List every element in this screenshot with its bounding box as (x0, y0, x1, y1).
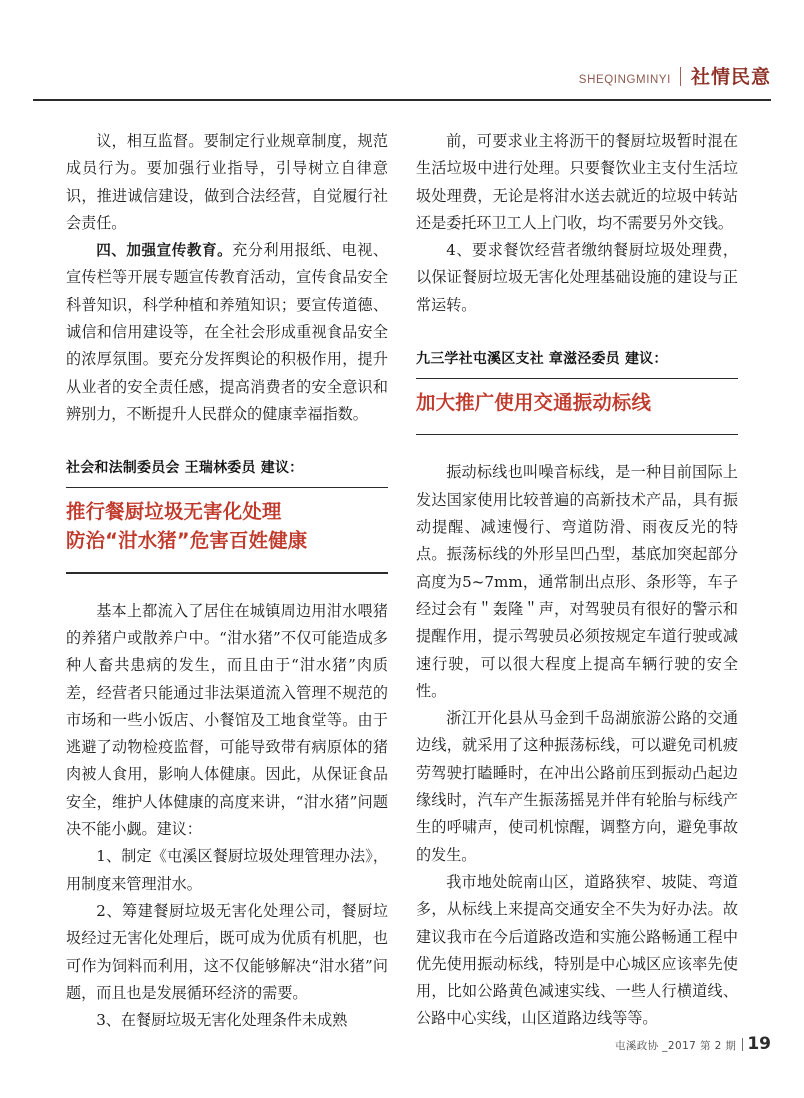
right-column (416, 128, 738, 1033)
paragraph-four-lead: 四、加强宣传教育。 (96, 242, 233, 260)
section-title-line-2: 防治“泔水猪”危害百姓健康 (66, 529, 308, 553)
running-head-latin: SHEQINGMINYI (578, 74, 671, 86)
section-paragraph: 1、制定《屯溪区餐厨垃圾处理管理办法》，用制度来管理泔水。 (66, 847, 388, 893)
section-paragraph: 基本上都流入了居住在城镇周边用泔水喂猪的养猪户或散养户中。“泔水猪”不仅可能造成多种人畜共患病的发生，而且由于“泔水猪”肉质差，经营者只能通过非法渠道流入管理不规范的市场和一些小饭店、小餐馆及工地食堂等。由于逃避了动物检疫监督，可能导致带有病原体的猪肉被人食用，影响人体健康。因此，从保证食品安全，维护人体健康的高度来讲，“泔水猪”问题决不能小觑。建议： (66, 601, 388, 839)
running-head-divider (680, 67, 681, 86)
section-byline: 九三学社屯溪区支社 章滋泾委员 建议： (416, 351, 668, 368)
section-paragraph: 3、在餐厨垃圾无害化处理条件未成熟 (96, 1011, 348, 1030)
page-footer (615, 1034, 771, 1054)
section-paragraph: 振动标线也叫噪音标线，是一种目前国际上发达国家使用比较普遍的高新技术产品，具有振动提醒、减速慢行、弯道防滑、雨夜反光的特点。振荡标线的外形呈凹凸型，基底加突起部分高度为5~7mm，通常制出点形、条形等，车子经过会有＂轰隆＂声，对驾驶员有很好的警示和提醒作用，提示驾驶员必须按规定车道行驶或减速行驶，可以很大程度上提高车辆行驶的安全性。 (416, 463, 738, 700)
section-rule-bottom (416, 434, 738, 435)
running-head (33, 62, 771, 89)
footer-source: 屯溪政协 _2017 第 2 期 (614, 1040, 737, 1052)
section-body (416, 459, 738, 1032)
section-title-line-1: 加大推广使用交通振动标线 (416, 391, 652, 415)
section-title-line-1: 推行餐厨垃圾无害化处理 (66, 500, 282, 524)
section-paragraph: 浙江开化县从马金到千岛湖旅游公路的交通边线，就采用了这种振荡标线，可以避免司机疲劳驾驶打瞌睡时，在冲出公路前压到振动凸起边缘线时，汽车产生振荡摇晃并伴有轮胎与标线产生的呼啸声，使司机惊醒，调整方向，避免事故的发生。 (416, 709, 738, 864)
running-head-rule (33, 99, 771, 101)
right-item-four: 4、要求餐饮经营者缴纳餐厨垃圾处理费，以保证餐厨垃圾无害化处理基础设施的建设与正常运转。 (416, 241, 738, 314)
footer-page-number: 19 (747, 1034, 771, 1054)
left-continued-paragraph: 议，相互监督。要制定行业规章制度，规范成员行为。要加强行业指导，引导树立自律意识，推进诚信建设，做到合法经营，自觉履行社会责任。 (66, 132, 388, 232)
footer-divider (742, 1038, 743, 1051)
section-byline: 社会和法制委员会 王瑞林委员 建议： (66, 460, 304, 477)
column-container (0, 128, 804, 1030)
section-title (416, 379, 738, 425)
section-body (66, 598, 388, 1035)
left-paragraph-four (66, 237, 388, 428)
section-title (66, 488, 388, 563)
section-vibration-marking (416, 349, 738, 1033)
section-paragraph: 2、筹建餐厨垃圾无害化处理公司，餐厨垃圾经过无害化处理后，既可成为优质有机肥，也可作为饲料而利用，这不仅能够解决“泔水猪”问题，而且也是发展循环经济的需要。 (66, 901, 388, 1002)
left-column (66, 128, 388, 1034)
paragraph-four-rest: 充分利用报纸、电视、宣传栏等开展专题宣传教育活动，宣传食品安全科普知识，科学种植和养殖知识；要宣传道德、诚信和信用建设等，在全社会形成重视食品安全的浓厚氛围。要充分发挥舆论的积极作用，提升从业者的安全责任感，提高消费者的安全意识和辨别力，不断提升人民群众的健康幸福指数。 (66, 241, 388, 423)
section-rule-bottom (66, 572, 388, 573)
running-head-chinese: 社情民意 (690, 66, 771, 88)
section-food-waste (66, 458, 388, 1034)
section-paragraph: 我市地处皖南山区，道路狭窄、坡陡、弯道多，从标线上来提高交通安全不失为好办法。故建议我市在今后道路改造和实施公路畅通工程中优先使用振动标线，特别是中心城区应该率先使用，比如公路黄色减速实线、一些人行横道线、公路中心实线，山区道路边线等等。 (416, 872, 738, 1028)
right-continued-paragraph: 前，可要求业主将沥干的餐厨垃圾暂时混在生活垃圾中进行处理。只要餐饮业主支付生活垃圾处理费，无论是将泔水送去就近的垃圾中转站还是委托环卫工人上门收，均不需要另外交钱。 (416, 132, 738, 232)
